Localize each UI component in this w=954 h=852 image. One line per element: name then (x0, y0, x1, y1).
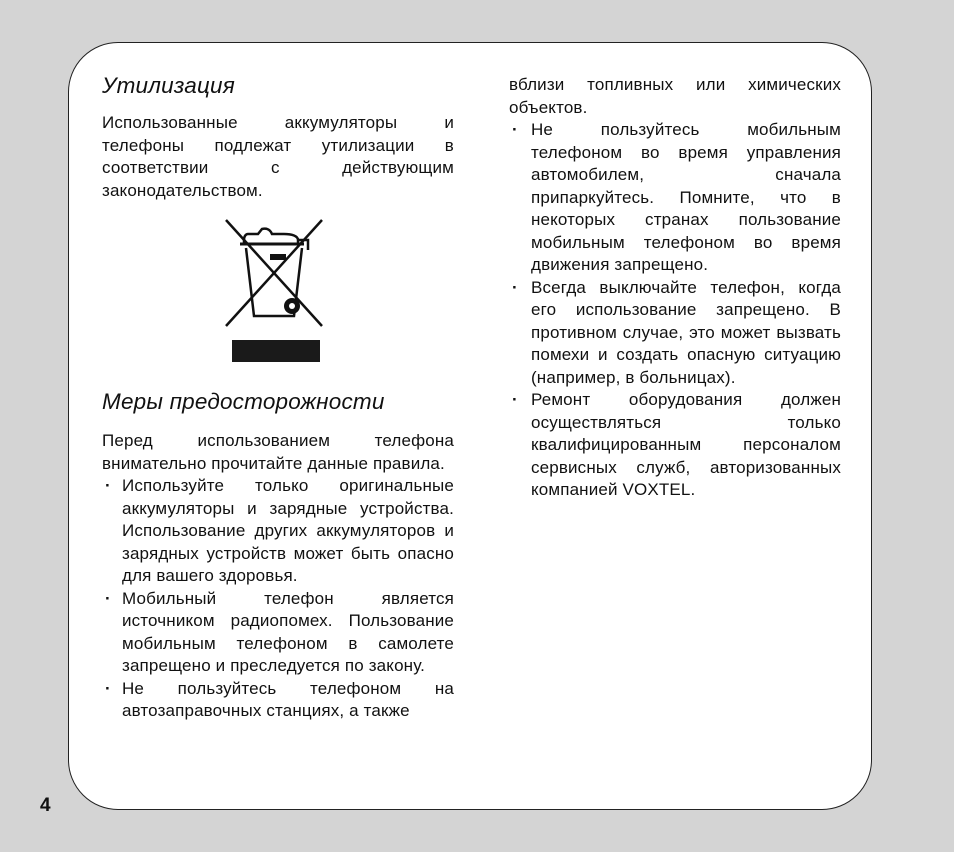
disposal-heading: Утилизация (102, 73, 235, 98)
list-item: · Всегда выключайте телефон, когда его использование запрещено. В противном случае, это может вызвать помехи и создать опасную ситуацию (например, в больницах). (509, 277, 841, 390)
precautions-list-left (102, 475, 454, 723)
left-column (102, 72, 454, 723)
precautions-intro: Перед использованием телефона внимательно прочитайте данные правила. (102, 431, 454, 473)
page-number: 4 (40, 795, 51, 816)
list-item: · Ремонт оборудования должен осуществляться только квалифицированным персоналом сервисных служб, авторизованных компанией VOXTEL. (509, 389, 841, 502)
list-item: · Используйте только оригинальные аккумуляторы и зарядные устройства. Использование других аккумуляторов и зарядных устройств может быть опасно для вашего здоровья. (102, 475, 454, 588)
continued-text: вблизи топливных или химических объектов. (509, 75, 841, 117)
crossed-out-wheelie-bin-icon (218, 216, 330, 364)
precautions-heading: Меры предосторожности (102, 389, 385, 414)
precautions-list-right (509, 119, 841, 502)
list-item: · Не пользуйтесь телефоном на автозаправочных станциях, а также (102, 678, 454, 723)
disposal-figure (102, 216, 454, 366)
list-item: · Мобильный телефон является источником радиопомех. Пользование мобильным телефоном в самолете запрещено и преследуется по закону. (102, 588, 454, 678)
list-item: · Не пользуйтесь мобильным телефоном во время управления автомобилем, сначала припаркуйтесь. Помните, что в некоторых странах пользование мобильным телефоном во время движения запрещено. (509, 119, 841, 277)
right-column (509, 74, 841, 502)
disposal-text: Использованные аккумуляторы и телефоны подлежат утилизации в соответствии с действующим законодательством. (102, 113, 454, 200)
